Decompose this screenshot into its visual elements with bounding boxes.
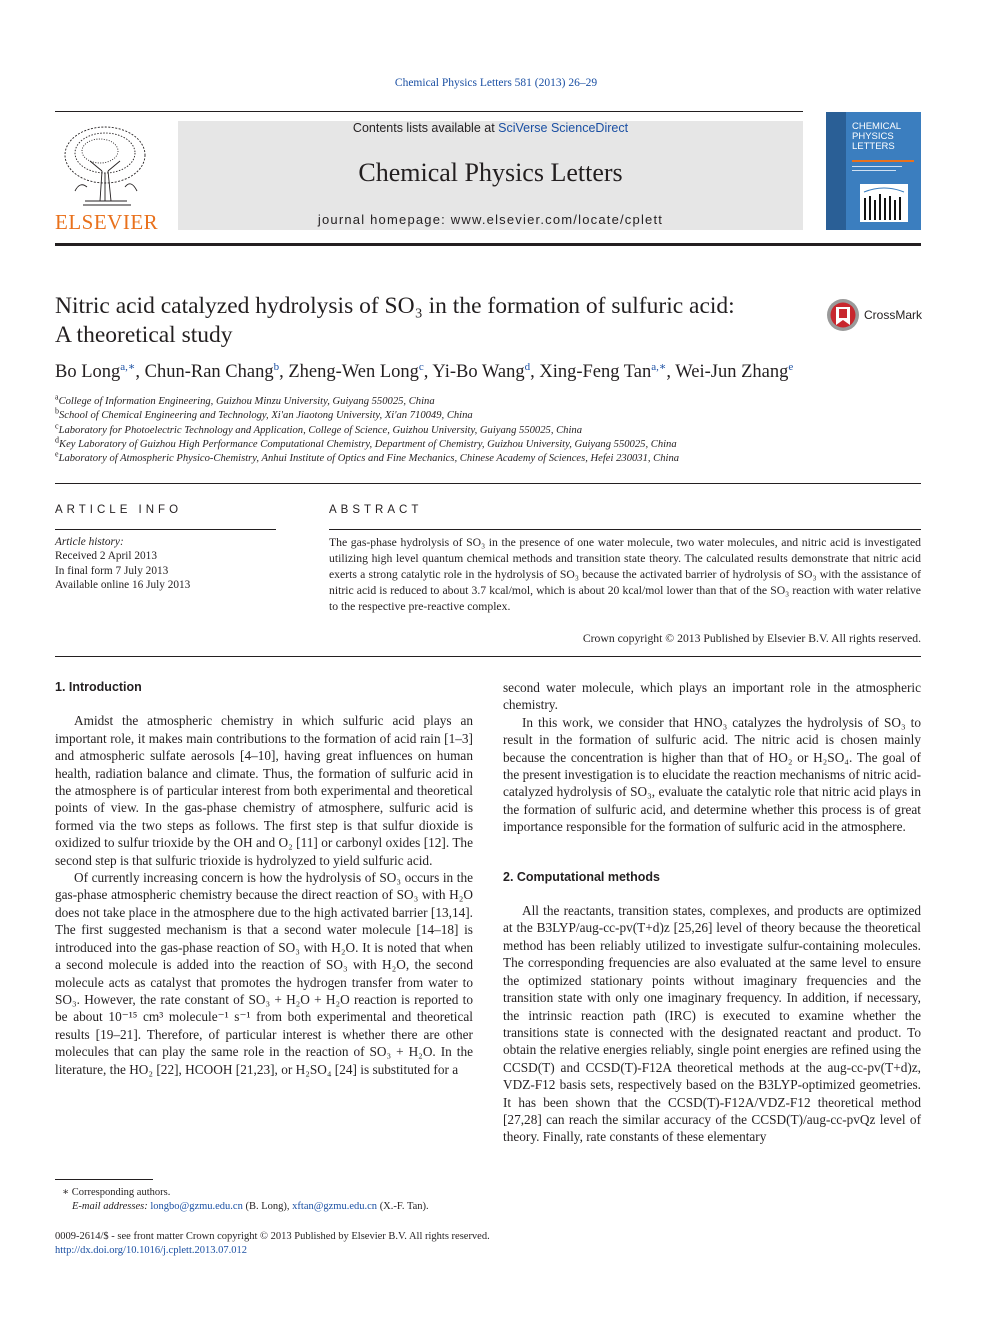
article-history: Article history: Received 2 April 2013 In final form 7 July 2013 Available online 16 July 2013	[55, 536, 191, 592]
journal-citation[interactable]: Chemical Physics Letters 581 (2013) 26–29	[394, 77, 598, 89]
affiliation: $^c$Laboratory for Photoelectric Technology and Application, College of Science, Guizhou University, Guiyang 550025, China	[55, 421, 583, 436]
elsevier-tree-logo	[55, 121, 155, 209]
corresponding-footnote: ∗ Corresponding authors.	[62, 1187, 171, 1198]
article-info-rule	[55, 529, 276, 530]
section-divider	[55, 483, 921, 484]
paragraph: Of currently increasing concern is how the hydrolysis of SO₃ occurs in the gas-phase atmospheric chemistry because the direct reaction of SO₃ with H₂O does not take place in the atmosphere due to the high activated barrier [13,14]. The first suggested mechanism is that a second water molecule [14–18] is introduced into the gas-phase reaction of SO₃ with H₂O. It is noted that when a second molecule is added into the reaction of SO₃ with H₂O, the second molecule acts as catalyst that promotes the hydrogen transfer from water to SO₃. However, the rate constant of SO₃ + H₂O + H₂O reaction is reported to be about 10⁻¹⁵ cm³ molecule⁻¹ s⁻¹ from both experimental and theoretical results [19–21]. Therefore, of particular interest is whether there are other molecules that can play the same role in the reaction of SO₃ + H₂O. In the literature, the HO₂ [22], HCOOH [21,23], or H₂SO₄ [24] is substituted for a	[55, 870, 473, 1077]
abstract-copyright: Crown copyright © 2013 Published by Elsevier B.V. All rights reserved.	[582, 632, 921, 645]
issn-line: 0009-2614/$ - see front matter Crown copyright © 2013 Published by Elsevier B.V. All rights reserved.	[55, 1231, 490, 1242]
journal-cover-image	[826, 112, 921, 230]
crossmark-badge[interactable]	[826, 298, 921, 334]
contents-line: Contents lists available at SciVerse ScienceDirect	[352, 121, 629, 135]
author[interactable]: Chun-Ran Chang$^b$	[144, 360, 280, 382]
affiliations	[55, 392, 680, 466]
article-info-heading: ARTICLE INFO	[55, 504, 183, 516]
paper-title: Nitric acid catalyzed hydrolysis of SO₃ in the formation of sulfuric acid: A theoretical study	[55, 293, 735, 348]
abstract-rule	[329, 529, 921, 530]
crossmark-icon	[826, 298, 862, 334]
section-divider	[55, 656, 921, 657]
abstract-heading: ABSTRACT	[329, 504, 423, 516]
author[interactable]: Wei-Jun Zhang$^e$	[675, 360, 794, 382]
cover-figure	[860, 184, 908, 222]
elsevier-wordmark: ELSEVIER	[55, 210, 159, 234]
email-footnote: E-mail addresses: longbo@gzmu.edu.cn (B. Long), xftan@gzmu.edu.cn (X.-F. Tan).	[72, 1201, 429, 1212]
abstract-text: The gas-phase hydrolysis of SO₃ in the presence of one water molecule, two water molecules, and nitric acid is investigated utilizing high level quantum chemical methods and transition state theory. The calculated results demonstrate that nitric acid exerts a strong catalytic role in the hydrolysis of SO₃ because the activated barrier of hydrolysis of SO₃ with the assistance of nitric acid is reduced to about 3.7 kcal/mol, which is about 20 kcal/mol lower than that of the SO₃ reaction with water relative to the respective pre-reactive complex.	[329, 536, 921, 613]
header-top-rule	[55, 111, 803, 112]
paragraph: In this work, we consider that HNO₃ catalyzes the hydrolysis of SO₃ to result in the formation of sulfuric acid. The nitric acid is chosen mainly because the concentration is higher than that of HO₂ or H₂SO₄. The goal of the present investigation is to elucidate the reaction mechanisms of nitric acid-catalyzed hydrolysis of SO₃, evaluate the catalytic role that nitric acid plays in the formation of sulfuric acid, and determine whether this process is of great importance responsible for the formation of sulfuric acid in the atmosphere.	[503, 714, 921, 835]
cover-title: CHEMICAL PHYSICS LETTERS	[852, 121, 902, 152]
affiliation: $^d$Key Laboratory of Guizhou High Performance Computational Chemistry, Department of Chemistry, Guizhou University, Guiyang 550025, China	[55, 435, 677, 450]
section-heading: 1. Introduction	[55, 680, 142, 694]
header-bottom-rule	[55, 243, 921, 246]
paragraph: All the reactants, transition states, complexes, and products are optimized at the B3LYP/aug-cc-pv(T+d)z [25,26] level of theory because the theoretical method has been reliably utilized to investigate sulfur-containing molecules. The corresponding frequencies are also evaluated at the same level to ensure the optimized stationary points without imaginary frequencies and the transition state with only one imaginary frequency. In addition, if necessary, the intrinsic reaction path (IRC) is executed to examine whether the transitions state is connected with the designated reactant and product. To obtain the relative energies reliably, single point energies are refined using the CCSD(T) and CCSD(T)-F12A theoretical methods at the aug-cc-pv(T+d)z, VDZ-F12 basis sets, respectively based on the B3LYP-optimized geometries. It has been shown that the CCSD(T)-F12A/VDZ-F12 theoretical method [27,28] can reach the similar accuracy of the CCSD(T)/aug-cc-pvQz level of theory. Finally, rate constants of these elementary	[503, 903, 921, 1145]
journal-title: Chemical Physics Letters	[358, 158, 623, 187]
author[interactable]: Yi-Bo Wang$^d$	[432, 360, 531, 382]
body-column-left	[55, 679, 473, 1078]
paragraph: Amidst the atmospheric chemistry in which sulfuric acid plays an important role, it makes main contributions to the formation of acid rain [1–3] and atmospheric sulfate aerosols [4–10], having great influences on human health, radiation balance and climate. Thus, the formation of sulfuric acid in the atmosphere is of particular interest from both experimental and theoretical points of view. In the gas-phase chemistry of atmosphere, sulfuric acid is formed via the two steps as follows. The first step is that sulfur dioxide is oxidized to sulfur trioxide by the OH and O₂ [11] or carbonyl oxides [12]. The second step is that sulfuric trioxide is hydrolyzed to yield sulfuric acid.	[55, 713, 473, 868]
section-heading: 2. Computational methods	[503, 869, 660, 884]
sciencedirect-link[interactable]: SciVerse ScienceDirect	[498, 121, 629, 135]
author[interactable]: Xing-Feng Tan$^{a,∗}$	[539, 360, 667, 382]
author[interactable]: Zheng-Wen Long$^c$	[288, 360, 424, 382]
affiliation: $^e$Laboratory of Atmospheric Physico-Chemistry, Anhui Institute of Optics and Fine Mechanics, Chinese Academy of Sciences, Hefei 230031, China	[55, 449, 680, 465]
doi-link[interactable]: http://dx.doi.org/10.1016/j.cplett.2013.07.012	[55, 1245, 248, 1256]
affiliation: $^b$School of Chemical Engineering and Technology, Xi'an Jiaotong University, Xi'an 710049, China	[55, 406, 473, 422]
author-list: Bo Long$^{a,∗}$, Chun-Ran Chang$^b$, Zheng-Wen Long$^c$, Yi-Bo Wang$^d$, Xing-Feng Tan$^{a,∗}$, Wei-Jun Zhang$^e$	[55, 360, 794, 382]
journal-homepage[interactable]: journal homepage: www.elsevier.com/locate/cplett	[317, 212, 664, 227]
body-column-right	[503, 679, 921, 1146]
email-link[interactable]: xftan@gzmu.edu.cn	[292, 1201, 378, 1212]
affiliation: $^a$College of Information Engineering, Guizhou Minzu University, Guiyang 550025, China	[55, 392, 435, 407]
email-link[interactable]: longbo@gzmu.edu.cn	[150, 1201, 243, 1212]
paragraph: second water molecule, which plays an important role in the atmospheric chemistry.	[503, 680, 921, 713]
footnote-rule	[55, 1179, 153, 1180]
crossmark-label: CrossMark	[864, 308, 923, 322]
author[interactable]: Bo Long$^{a,∗}$	[55, 360, 136, 382]
